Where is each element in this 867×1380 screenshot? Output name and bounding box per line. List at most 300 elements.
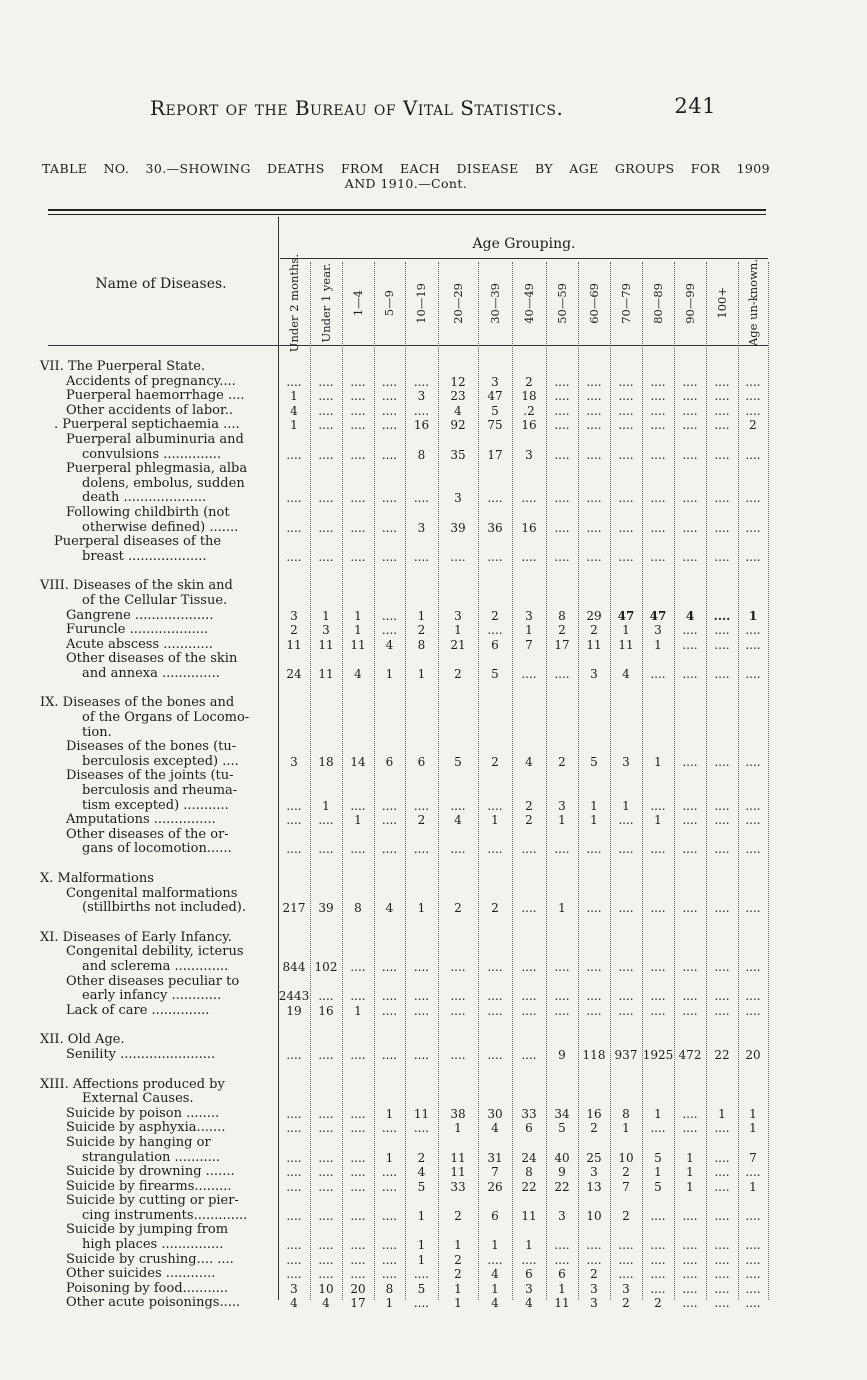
table-cell: .... (714, 389, 730, 404)
table-cell: .... (618, 1238, 634, 1253)
table-cell: .... (381, 1252, 398, 1267)
table-cell: .... (350, 403, 366, 418)
table-cell: .... (586, 1238, 602, 1253)
table-cell: 47 (487, 389, 503, 404)
disease-label: Suicide by asphyxia....... (66, 1120, 226, 1136)
table-cell: .... (350, 1267, 366, 1282)
table-cell: 30 (487, 1106, 503, 1121)
table-cell: .... (318, 842, 334, 857)
table-cell: 5 (417, 1281, 426, 1296)
table-cell: .... (413, 959, 430, 974)
table-cell: 1 (354, 608, 362, 623)
table-cell: .... (554, 1252, 570, 1267)
table-cell: .... (745, 491, 761, 506)
table-row (0, 1004, 867, 1019)
table-cell: .... (682, 403, 698, 418)
table-row (0, 1238, 867, 1253)
table-cell: .... (350, 798, 366, 813)
disease-label: cing instruments............. (82, 1207, 248, 1223)
table-cell: 1 (354, 1003, 362, 1018)
table-cell: .... (286, 1252, 302, 1267)
table-cell: 17 (554, 637, 570, 652)
table-cell: 8 (354, 901, 362, 916)
table-cell: .... (714, 1267, 730, 1282)
table-cell: .... (413, 1003, 430, 1018)
table-cell: 2 (558, 754, 566, 769)
table-cell: .... (487, 959, 503, 974)
table-cell: 16 (521, 520, 537, 535)
column-header (405, 262, 438, 344)
table-cell: 1 (748, 608, 758, 623)
table-cell: .... (714, 1208, 730, 1223)
table-row (0, 769, 867, 784)
table-cell: .... (714, 798, 730, 813)
table-cell: .... (714, 549, 730, 564)
table-row (0, 1121, 867, 1136)
table-cell: .... (586, 418, 602, 433)
table-cell: 1 (417, 1238, 426, 1253)
top-rule-thick (48, 209, 766, 211)
table-cell: 937 (614, 1047, 638, 1062)
table-cell: .... (521, 1047, 537, 1062)
disease-label: death .................... (82, 490, 207, 506)
table-cell: .... (318, 1252, 334, 1267)
table-cell: 1 (491, 813, 499, 828)
table-cell: 11 (318, 666, 334, 681)
disease-label: Following childbirth (not (66, 504, 230, 520)
table-cell: .... (381, 989, 398, 1004)
running-title: Report of the Bureau of Vital Statistics. (150, 96, 564, 120)
table-cell: 1 (525, 623, 533, 638)
table-cell: 6 (491, 1208, 499, 1223)
table-cell: .... (682, 389, 698, 404)
table-cell: .... (745, 520, 761, 535)
table-cell: 3 (622, 754, 630, 769)
table-cell: .... (487, 842, 503, 857)
column-header-label: 5—9 (382, 289, 396, 317)
table-cell: .... (350, 520, 366, 535)
table-cell: 3 (558, 1208, 566, 1223)
table-cell: .... (413, 1267, 430, 1282)
table-cell: .... (650, 666, 666, 681)
table-cell: .... (350, 959, 366, 974)
column-header-label: 10—19 (414, 282, 428, 324)
table-row (0, 550, 867, 565)
table-cell: 1 (454, 1296, 462, 1311)
table-cell: 11 (286, 637, 302, 652)
table-cell: 23 (450, 389, 466, 404)
table-cell: .... (713, 608, 731, 623)
table-cell: .... (450, 1003, 466, 1018)
table-cell: 33 (450, 1179, 466, 1194)
table-cell: .... (714, 842, 730, 857)
table-row (0, 740, 867, 755)
table-cell: 16 (413, 418, 430, 433)
table-row (0, 1282, 867, 1297)
table-cell: 1 (454, 623, 462, 638)
table-cell: 40 (554, 1150, 570, 1165)
table-cell: .... (350, 842, 366, 857)
table-cell: 5 (558, 1121, 566, 1136)
table-cell: .... (554, 403, 570, 418)
table-row (0, 1253, 867, 1268)
table-cell: 2 (749, 418, 757, 433)
table-cell: 4 (685, 608, 695, 623)
table-row (0, 681, 867, 696)
table-cell: 75 (487, 418, 503, 433)
table-cell: 1 (454, 1238, 462, 1253)
disease-label: External Causes. (82, 1091, 194, 1107)
table-cell: .... (521, 491, 537, 506)
disease-label: Suicide by hanging or (66, 1134, 211, 1150)
table-cell: 1 (749, 1179, 757, 1194)
table-cell: 11 (586, 637, 602, 652)
table-cell: 6 (417, 754, 426, 769)
table-cell: .... (650, 1267, 666, 1282)
table-cell: .... (745, 637, 761, 652)
table-cell: .... (682, 813, 698, 828)
column-header-label: 70—79 (618, 282, 633, 324)
table-cell: .... (745, 1296, 761, 1311)
table-cell: 3 (590, 666, 598, 681)
disease-label: of the Organs of Locomo- (82, 710, 250, 726)
table-cell: .... (286, 842, 302, 857)
table-cell: 3 (525, 1281, 533, 1296)
table-cell: .... (350, 1106, 366, 1121)
table-row (0, 1048, 867, 1063)
table-cell: 12 (450, 374, 466, 389)
table-cell: 3 (558, 798, 566, 813)
table-cell: .... (714, 754, 730, 769)
table-row (0, 1209, 867, 1224)
table-row (0, 857, 867, 872)
table-cell: 118 (582, 1047, 606, 1062)
table-cell: .... (618, 520, 634, 535)
table-cell: 1 (322, 608, 330, 623)
table-cell: 3 (322, 623, 330, 638)
table-row (0, 1078, 867, 1093)
table-cell: 3 (525, 608, 533, 623)
table-cell: 36 (487, 520, 503, 535)
disease-label: (stillbirths not included). (82, 900, 246, 916)
table-row (0, 594, 867, 609)
table-cell: 8 (385, 1281, 394, 1296)
table-cell: .... (618, 491, 634, 506)
table-cell: 3 (590, 1165, 598, 1180)
section-heading: XII. Old Age. (40, 1032, 125, 1048)
table-cell: .... (381, 1238, 398, 1253)
table-cell: .... (682, 959, 698, 974)
table-cell: .... (745, 813, 761, 828)
table-cell: .... (650, 1281, 666, 1296)
table-cell: .... (350, 374, 366, 389)
table-cell: .... (450, 989, 466, 1004)
disease-label: Puerperal haemorrhage .... (66, 388, 245, 404)
table-row (0, 1165, 867, 1180)
table-cell: .... (745, 1267, 761, 1282)
table-cell: .... (586, 959, 602, 974)
table-cell: 1 (322, 798, 330, 813)
table-cell: 17 (350, 1296, 366, 1311)
table-cell: 8 (558, 608, 566, 623)
disease-label: Gangrene ................... (66, 607, 214, 623)
table-cell: 11 (450, 1150, 466, 1165)
table-cell: .... (682, 901, 698, 916)
table-row (0, 448, 867, 463)
column-header (342, 262, 374, 344)
table-cell: .... (650, 1238, 666, 1253)
table-row (0, 931, 867, 946)
table-cell: .... (286, 447, 302, 462)
table-cell: .... (618, 447, 634, 462)
table-row (0, 784, 867, 799)
table-cell: 11 (521, 1208, 537, 1223)
disease-label: tion. (82, 724, 112, 740)
table-cell: .... (554, 389, 570, 404)
table-cell: 3 (290, 754, 298, 769)
table-cell: 1 (749, 1106, 757, 1121)
table-row (0, 638, 867, 653)
table-cell: .... (286, 520, 302, 535)
table-cell: 20 (745, 1047, 761, 1062)
table-cell: .... (286, 549, 302, 564)
column-header-label: Under 1 year. (318, 263, 333, 343)
table-cell: 39 (318, 901, 334, 916)
table-cell: .... (521, 1003, 537, 1018)
table-cell: 1 (686, 1179, 694, 1194)
disease-label: Puerperal albuminuria and (66, 431, 244, 447)
table-cell: .... (586, 901, 602, 916)
page-number: 241 (674, 94, 716, 118)
disease-label: early infancy ............ (82, 988, 222, 1004)
column-header-label: 90—99 (682, 282, 697, 324)
table-row (0, 433, 867, 448)
table-cell: .... (413, 798, 430, 813)
table-cell: .... (350, 1150, 366, 1165)
table-cell: 16 (586, 1106, 602, 1121)
table-row (0, 901, 867, 916)
disease-label: Lack of care .............. (66, 1002, 210, 1018)
table-cell: .... (586, 374, 602, 389)
table-cell: .... (286, 1150, 302, 1165)
table-cell: .... (487, 798, 503, 813)
table-row (0, 360, 867, 375)
table-cell: .... (650, 959, 666, 974)
table-cell: 38 (450, 1106, 466, 1121)
table-cell: 2 (558, 623, 566, 638)
table-cell: 4 (525, 754, 533, 769)
table-cell: 13 (586, 1179, 602, 1194)
table-cell: .... (381, 1003, 398, 1018)
table-row (0, 945, 867, 960)
table-title (42, 161, 770, 191)
table-cell: .... (714, 403, 730, 418)
table-cell: .... (586, 447, 602, 462)
section-heading: IX. Diseases of the bones and (40, 695, 235, 711)
column-header-label: 50—59 (554, 282, 569, 324)
table-cell: 3 (417, 389, 426, 404)
table-cell: 1 (354, 813, 362, 828)
table-cell: .... (682, 1208, 698, 1223)
table-cell: .... (714, 813, 730, 828)
table-cell: .... (745, 1003, 761, 1018)
table-cell: .... (521, 842, 537, 857)
table-cell: .... (450, 798, 466, 813)
table-row (0, 799, 867, 814)
table-cell: 3 (454, 608, 462, 623)
table-cell: 7 (622, 1179, 630, 1194)
disease-label: Other accidents of labor.. (66, 402, 234, 418)
age-grouping-heading: Age Grouping. (472, 236, 576, 252)
table-cell: .... (554, 1238, 570, 1253)
disease-label: Diseases of the bones (tu- (66, 739, 237, 755)
table-cell: .... (318, 989, 334, 1004)
table-cell: 2 (622, 1165, 630, 1180)
table-cell: .... (714, 637, 730, 652)
table-cell: 4 (290, 1296, 298, 1311)
table-cell: .... (618, 1267, 634, 1282)
table-cell: 3 (290, 608, 298, 623)
table-cell: 2 (654, 1296, 662, 1311)
table-cell: .... (521, 1252, 537, 1267)
table-cell: .... (318, 549, 334, 564)
table-cell: 4 (385, 901, 394, 916)
table-row (0, 564, 867, 579)
table-cell: .... (413, 491, 430, 506)
table-cell: 472 (678, 1047, 702, 1062)
table-cell: .... (286, 1208, 302, 1223)
table-cell: 1 (290, 389, 298, 404)
table-cell: 26 (487, 1179, 503, 1194)
table-cell: .... (350, 418, 366, 433)
table-cell: .... (554, 418, 570, 433)
table-cell: .... (682, 798, 698, 813)
table-row (0, 418, 867, 433)
table-cell: 1 (454, 1281, 462, 1296)
table-cell: .... (487, 549, 503, 564)
table-row (0, 1092, 867, 1107)
table-cell: .... (381, 1208, 398, 1223)
table-row (0, 726, 867, 741)
table-cell: 4 (454, 403, 462, 418)
table-cell: .... (714, 1121, 730, 1136)
table-cell: 1 (385, 666, 394, 681)
table-cell: .... (381, 623, 398, 638)
column-header-label: 60—69 (586, 282, 601, 324)
table-cell: .... (745, 1252, 761, 1267)
table-cell: 3 (654, 623, 662, 638)
table-cell: .... (381, 1165, 398, 1180)
table-cell: 14 (350, 754, 366, 769)
table-cell: .... (286, 1238, 302, 1253)
table-cell: .... (381, 403, 398, 418)
table-cell: 1 (749, 1121, 757, 1136)
table-cell: 2 (417, 623, 426, 638)
table-cell: .... (714, 1238, 730, 1253)
table-cell: .... (650, 901, 666, 916)
table-cell: .... (286, 374, 302, 389)
table-cell: 3 (622, 1281, 630, 1296)
table-cell: 1 (558, 813, 566, 828)
table-cell: 19 (286, 1003, 302, 1018)
table-cell: .... (650, 1252, 666, 1267)
table-cell: .... (381, 491, 398, 506)
table-cell: 10 (618, 1150, 634, 1165)
table-cell: 7 (491, 1165, 499, 1180)
table-cell: 5 (491, 403, 499, 418)
table-row (0, 477, 867, 492)
table-cell: 1 (417, 901, 426, 916)
table-cell: 1 (654, 1165, 662, 1180)
section-heading: VII. The Puerperal State. (40, 359, 206, 374)
table-cell: 21 (450, 637, 466, 652)
disease-label: Other suicides ............ (66, 1266, 216, 1282)
table-cell: .... (381, 813, 398, 828)
disease-label: and sclerema ............. (82, 958, 229, 974)
disease-label: Suicide by cutting or pier- (66, 1193, 239, 1209)
table-cell: 1 (417, 1208, 426, 1223)
table-cell: .... (745, 959, 761, 974)
table-cell: 4 (322, 1296, 330, 1311)
table-cell: .... (586, 842, 602, 857)
table-cell: 1 (385, 1296, 394, 1311)
table-cell: 33 (521, 1106, 537, 1121)
disease-label: berculosis excepted) .... (82, 753, 239, 769)
column-header (546, 262, 578, 344)
table-cell: .... (521, 901, 537, 916)
table-cell: 4 (417, 1165, 426, 1180)
table-cell: 1 (354, 623, 362, 638)
table-cell: 4 (385, 637, 394, 652)
table-cell: 16 (318, 1003, 334, 1018)
table-cell: .... (554, 666, 570, 681)
table-cell: .... (318, 520, 334, 535)
table-cell: .... (682, 491, 698, 506)
column-header (512, 262, 546, 344)
table-cell: .... (682, 1106, 698, 1121)
table-cell: 11 (318, 637, 334, 652)
table-cell: .... (554, 1003, 570, 1018)
table-cell: .... (350, 1252, 366, 1267)
column-header (374, 262, 405, 344)
table-cell: .... (554, 989, 570, 1004)
table-cell: .... (381, 1047, 398, 1062)
table-cell: .... (586, 520, 602, 535)
table-cell: 8 (417, 637, 426, 652)
table-row (0, 1267, 867, 1282)
disease-label: and annexa .............. (82, 665, 220, 681)
table-cell: .... (586, 989, 602, 1004)
table-cell: .... (286, 1179, 302, 1194)
section-heading: XIII. Affections produced by (40, 1076, 225, 1092)
disease-label: high places ............... (82, 1237, 224, 1253)
disease-label: Senility ....................... (66, 1046, 216, 1062)
table-cell: 1 (491, 1281, 499, 1296)
column-header (674, 262, 706, 344)
table-cell: .... (650, 418, 666, 433)
table-row (0, 696, 867, 711)
disease-label: Diseases of the joints (tu- (66, 768, 234, 784)
table-cell: .... (586, 403, 602, 418)
disease-label: Suicide by crushing.... .... (66, 1251, 234, 1267)
table-cell: .... (586, 491, 602, 506)
table-cell: 47 (617, 608, 635, 623)
table-cell: .... (413, 549, 430, 564)
table-cell: 1 (590, 798, 598, 813)
disease-label: Amputations ............... (66, 812, 216, 828)
table-cell: 24 (521, 1150, 537, 1165)
disease-label: Poisoning by food........... (66, 1280, 229, 1296)
